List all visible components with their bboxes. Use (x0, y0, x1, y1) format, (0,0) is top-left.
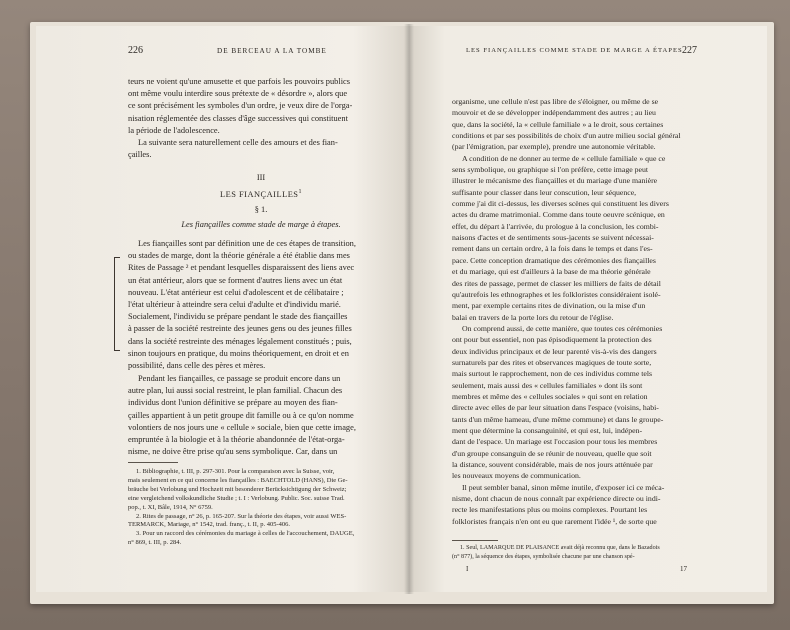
text-line: ce sont précisément les symboles d'un ordre, je veux dire de l'orga- (128, 101, 353, 111)
footnote-line: TERMARCK, Mariage, n° 1542, trad. franç., t. II, p. 405-406. (128, 521, 290, 529)
text-line: nouveau. L'état antérieur est celui d'adolescent et de célibataire ; (128, 287, 344, 297)
text-line: çailles appartient à un petit groupe dit famille ou à ce qu'on nomme (128, 410, 354, 420)
text-line: nisation réglementée des classes d'âge successives qui constituent (128, 113, 348, 123)
section-title: Les fiançailles comme stade de marge à étapes. (181, 220, 341, 229)
text-line: mouvoir et de se développer indépendamment des autres ; au lieu (452, 108, 656, 118)
text-line: possibilité, dans celle des pères et mères. (128, 361, 266, 371)
right-page-number: 227 (682, 45, 697, 56)
text-line: Rites de Passage ² et pendant lesquelles disparaissent des liens avec (128, 263, 355, 273)
left-footnotes (128, 468, 394, 548)
text-line: directe avec elles de par leur situation dans l'espace (voisins, habi- (452, 403, 659, 413)
chapter-number: III (256, 173, 266, 182)
text-line: deux individus principaux et de leur parenté vis-à-vis des dangers (452, 346, 657, 356)
text-line: Les fiançailles sont par définition une de ces étapes de transition, (138, 239, 356, 248)
text-line: individus dont l'union définitive se prépare au moyen des fian- (128, 398, 338, 408)
footnote-line: n° 869, t. III, p. 284. (128, 539, 182, 547)
left-running-head: DE BERCEAU A LA TOMBE (217, 47, 327, 55)
text-line: la période de l'adolescence. (128, 125, 220, 135)
left-page-number: 226 (128, 45, 143, 56)
text-line: sens symbolique, ou graphique si l'on préfère, cette image peut (452, 165, 649, 175)
text-line: comme j'ai dit ci-dessus, les diverses scènes qui constituent les divers (452, 199, 669, 209)
text-line: recte les manifestations plus ou moins complexes. Pourtant les (452, 505, 648, 515)
right-footnotes (452, 544, 696, 562)
text-line: suffisante pour classer dans leur conscution, leur séquence, (452, 187, 637, 197)
footnote-line: 1. Bibliographie, t. III, p. 297-301. Pour la comparaison avec la Suisse, voir, (136, 468, 335, 475)
text-line: naisons d'actes et de sentiments sous-jacents se suivent nécessai- (452, 233, 654, 243)
text-line: ont pour but essentiel, non pas épisodiquement la protection des (452, 335, 652, 345)
left-paragraph-2 (128, 373, 394, 458)
text-line: membres et même des « cellules sociales » qui sont en relation (452, 391, 648, 401)
signature-mark-right: 17 (680, 565, 687, 573)
text-line: qu'autrefois les ethnographes et les folkloristes considéraient isolé- (452, 289, 661, 299)
footnote-rule (128, 462, 178, 463)
text-line: çailles. (128, 150, 152, 160)
text-line: Socialement, l'individu se prépare pendant le stade des fiançailles (128, 312, 348, 322)
signature-mark-left: I (466, 565, 469, 573)
text-line: les nouveaux moyens de communication. (452, 471, 581, 481)
text-line: actes du drame matrimonial. Comme dans toute oeuvre scénique, en (452, 210, 665, 220)
text-line: folkloristes français n'en ont eu que rarement l'idée ¹, de sorte que (452, 516, 657, 526)
text-line: ment que détermine la consanguinité, et qui est, lui, indépen- (452, 425, 643, 435)
text-line: nisme, ne doive être prise qu'au sens symbolique. Car, dans un (128, 447, 338, 457)
chapter-note-marker: 1 (298, 189, 302, 195)
text-line: balai en travers de la porte lors du retour de l'église. (452, 312, 614, 322)
footnote-line: 3. Pour un raccord des cérémonies du mariage à celles de l'accouchement, DAUGE, (136, 530, 355, 538)
text-line: dant de l'espace. Un mariage est l'occasion pour tous les membres (452, 437, 658, 447)
text-line: sinon toujours en pratique, du moins théoriquement, en droit et en (128, 348, 349, 358)
text-line: conditions et par ses possibilités de choix d'un autre milieu social général (452, 131, 681, 141)
text-line: teurs ne voient qu'une amusette et que parfois les pouvoirs publics (128, 77, 350, 86)
footnote-rule (452, 540, 498, 541)
text-line: ont même voulu interdire sous prétexte de « désordre », alors que (128, 89, 348, 99)
text-line: La suivante sera naturellement celle des amours et des fian- (138, 138, 338, 148)
text-line: On comprend aussi, de cette manière, que toutes ces cérémonies (462, 323, 663, 333)
text-line: illustrer le mécanisme des fiançailles et du mariage d'une manière (452, 176, 658, 186)
chapter-title-text: LES FIANÇAILLES (220, 189, 299, 199)
footnote-line: mais seulement en ce qui concerne les fiançailles : BAECHTOLD (HANS), Die Ge- (128, 476, 348, 484)
text-line: dans la société restreinte des ménages légalement constitués ; puis, (128, 336, 352, 346)
text-line: à passer de la société restreinte des jeunes gens ou des jeunes filles (128, 324, 352, 334)
footnote-line: eine vergleichend volkskundliche Studie ; t. I : Verlobung. Public. Soc. suisse Trad. (128, 494, 345, 502)
right-running-head: LES FIANÇAILLES COMME STADE DE MARGE A ÉTAPES (466, 47, 683, 54)
text-line: organisme, une cellule n'est pas libre de s'éloigner, ou même de se (452, 97, 659, 106)
text-line: ment, par exemple certains rites de divination, ou la mise d'un (452, 301, 646, 311)
left-paragraph-1 (128, 238, 394, 372)
text-line: un état antérieur, alors que se forment d'autres liens avec un état (128, 275, 343, 285)
footnote-line: 1. Seul, LAMARQUE DE PLAISANCE avait déjà reconnu que, dans le Bazadois (460, 545, 660, 551)
text-line: effet, du départ à l'arrivée, du prologue à la conclusion, les combi- (452, 221, 659, 231)
text-line: des rites de passage, permet de classer les milliers de faits de détail (452, 278, 661, 288)
margin-pencil-bracket (114, 257, 120, 351)
text-line: Il peut sembler banal, sinon même inutile, d'exposer ici ce méca- (462, 482, 665, 492)
text-line: rement dans un certain ordre, à la fois dans le temps et dans l'es- (452, 244, 653, 254)
footnote-line: bräuche bei Verlobung und Hochzeit mit besonderer Berücksichtigung der Schweiz; (128, 485, 347, 493)
right-body (452, 96, 694, 527)
text-line: Pendant les fiançailles, ce passage se produit encore dans un (138, 374, 341, 383)
text-line: seulement, mais aussi des « cellules familiales » dont ils sont (452, 380, 643, 390)
footnote-line: 2. Rites de passage, n° 26, p. 165-207. Sur la théorie des étapes, voir aussi WES- (136, 512, 347, 520)
text-line: mais surtout le rapprochement, non de ces individus comme tels (452, 369, 653, 379)
text-line: ou stades de marge, dont la théorie générale a été établie dans mes (128, 251, 350, 261)
footnote-line: (n° 877), la séquence des étapes, symbolisée chacune par une chanson spé- (452, 553, 635, 560)
text-line: volontiers de nos jours une « cellule » sociale, bien que cette image, (128, 422, 356, 432)
text-line: et du mariage, qui est d'ailleurs à la base de ma théorie générale (452, 267, 651, 277)
text-line: autre plan, lui aussi social restreint, le plan familial. Chacun des (128, 386, 343, 396)
chapter-title (128, 186, 394, 201)
book-gutter (404, 24, 414, 594)
text-line: d'un groupe consanguin de se réunir de nouveau, quelle que soit (452, 448, 652, 458)
text-line: la distance, souvent considérable, mais de nos jours atténuée par (452, 460, 653, 469)
text-line: nisme, dont chacun de nous connaît par expérience directe ou indi- (452, 494, 661, 504)
footnote-line: pop., t. XI, Bâle, 1914, N° 6759. (128, 503, 213, 511)
text-line: tants d'un même hameau, d'une même commune) et dans le groupe- (452, 414, 664, 424)
text-line: A condition de ne donner au terme de « cellule familiale » que ce (462, 153, 666, 163)
text-line: que, dans la société, la « cellule familiale » a le droit, sous certaines (452, 119, 664, 129)
left-top-paragraph (128, 76, 394, 161)
text-line: empruntée à la biologie et à la théorie abandonnée de l'état-orga- (128, 435, 345, 445)
text-line: l'état ultérieur à atteindre sera celui d'adulte et d'individu marié. (128, 300, 341, 310)
text-line: pace. Cette conception dramatique des cérémonies des fiançailles (452, 255, 656, 265)
section-number: § 1. (254, 205, 268, 214)
text-line: surnaturels par des rites et observances magiques de toute sorte, (452, 357, 652, 367)
text-line: (par l'émigration, par exemple), prendre une autonomie véritable. (452, 142, 656, 152)
